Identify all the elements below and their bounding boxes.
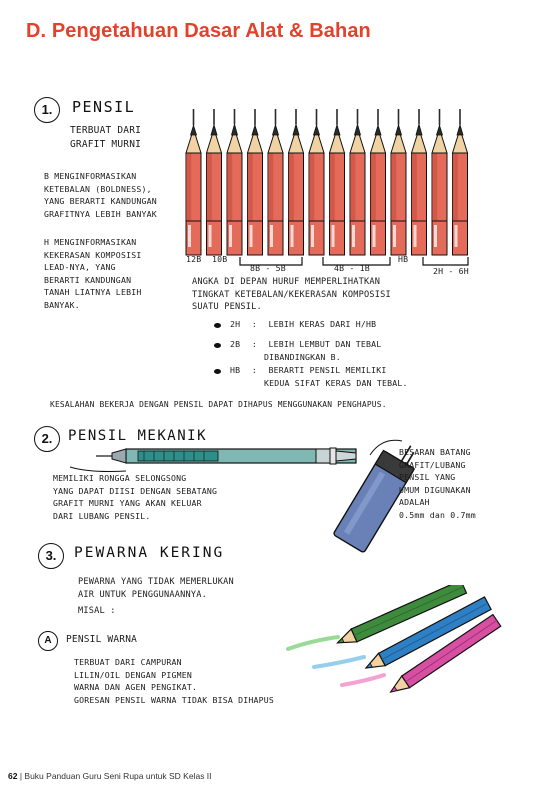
grade-label-2h-6h: 2H - 6H: [433, 266, 469, 276]
desc-line: GORESAN PENSIL WARNA TIDAK BISA DIHAPUS: [74, 694, 275, 705]
graded-pencil: [268, 109, 283, 255]
bracket-2h-6h: [423, 257, 468, 265]
green-stroke: [288, 637, 338, 649]
note-line: BERARTI KANDUNGAN: [44, 274, 132, 285]
size-line: GRAFIT/LUBANG: [399, 459, 466, 470]
section-1-subtitle: [70, 124, 141, 152]
graded-pencil: [227, 109, 242, 255]
graded-pencil: [432, 109, 447, 255]
graded-pencil: [371, 109, 386, 255]
desc-line: AIR UNTUK PENGGUNAANNYA.: [78, 589, 207, 600]
graded-pencil: [330, 109, 345, 255]
subtitle-line: GRAFIT MURNI: [70, 139, 142, 150]
colored-pencil-description: [74, 656, 274, 706]
explain-line: TINGKAT KETEBALAN/KEKERASAN KOMPOSISI: [192, 289, 391, 300]
graded-pencil: [453, 109, 468, 255]
section-2-number-text: 2.: [41, 431, 53, 446]
subsection-a-heading: PENSIL WARNA: [66, 634, 138, 645]
note-line: GRAFITNYA LEBIH BANYAK: [44, 208, 157, 219]
subtitle-line: TERBUAT DARI: [70, 125, 142, 136]
bullet-2h: 2H : LEBIH KERAS DARI H/HB: [230, 319, 377, 329]
desc-line: TERBUAT DARI CAMPURAN: [74, 657, 182, 667]
graded-pencil: [309, 109, 324, 255]
graded-pencil: [186, 109, 201, 255]
bullet-key: 2H: [230, 319, 241, 329]
note-line: H MENGINFORMASIKAN: [44, 237, 137, 247]
bullet-key: 2B: [230, 339, 241, 349]
page-number: 62: [8, 771, 18, 781]
grade-label-hb: HB: [398, 254, 409, 264]
grade-number-explanation: [192, 276, 391, 314]
note-line: TANAH LIATNYA LEBIH: [44, 287, 142, 297]
bullet-dot: [214, 343, 221, 348]
size-line: 0.5mm dan 0.7mm: [399, 509, 476, 520]
desc-line: WARNA DAN AGEN PENGIKAT.: [74, 682, 198, 692]
colored-pencils-illustration: [280, 585, 520, 705]
desc-line: GRAFIT MURNI YANG AKAN KELUAR: [53, 498, 202, 508]
bullet-dot: [214, 369, 221, 374]
bullet-text: DIBANDINGKAN B.: [264, 351, 341, 362]
bullet-text: LEBIH LEMBUT DAN TEBAL: [268, 339, 382, 349]
section-2-heading: PENSIL MEKANIK: [68, 428, 208, 444]
desc-line: YANG DAPAT DIISI DENGAN SEBATANG: [53, 485, 218, 496]
subsection-a-letter: [38, 631, 58, 651]
subsection-a-letter-text: A: [44, 635, 52, 646]
section-3-heading: PEWARNA KERING: [74, 545, 225, 561]
section-1-number-text: 1.: [41, 102, 53, 117]
pink-stroke: [342, 675, 384, 685]
grade-label-4b-1b: 4B - 1B: [334, 263, 370, 273]
note-line: LEAD-NYA, YANG: [44, 262, 116, 272]
h-grade-note: [44, 236, 141, 311]
desc-line: PEWARNA YANG TIDAK MEMERLUKAN: [78, 577, 234, 587]
graded-pencil: [248, 109, 263, 255]
blue-stroke: [314, 657, 364, 667]
eraser-note: KESALAHAN BEKERJA DENGAN PENSIL DAPAT DIHAPUS MENGGUNAKAN PENGHAPUS.: [50, 400, 387, 409]
graded-pencil: [207, 109, 222, 255]
page-footer: [8, 771, 212, 781]
bullet-hb: HB : BERARTI PENSIL MEMILIKI KEDUA SIFAT KERAS DAN TEBAL.: [230, 365, 408, 388]
bullet-text: KEDUA SIFAT KERAS DAN TEBAL.: [264, 377, 408, 388]
section-1-number: [34, 97, 60, 123]
graded-pencil: [412, 109, 427, 255]
size-line: UMUM DIGUNAKAN: [399, 484, 471, 495]
grade-label-10b: 10B: [212, 254, 228, 264]
bullet-text: LEBIH KERAS DARI H/HB: [268, 319, 377, 329]
size-line: ADALAH: [399, 497, 430, 507]
footer-book-title: | Buku Panduan Guru Seni Rupa untuk SD Kelas II: [19, 771, 212, 781]
mechanical-pencil: [96, 448, 356, 464]
size-line: PENSIL YANG: [399, 472, 456, 482]
mechanical-pencil-description: [53, 472, 217, 522]
section-1-heading: PENSIL: [72, 98, 136, 116]
bullet-key: HB: [230, 365, 241, 375]
explain-line: SUATU PENSIL.: [192, 302, 262, 312]
grade-label-8b-5b: 8B - 5B: [250, 263, 286, 273]
explain-line: ANGKA DI DEPAN HURUF MEMPERLIHATKAN: [192, 277, 381, 287]
bullet-dot: [214, 323, 221, 328]
grade-label-12b: 12B: [186, 254, 202, 264]
note-line: KEKERASAN KOMPOSISI: [44, 249, 142, 260]
note-line: YANG BERARTI KANDUNGAN: [44, 196, 157, 206]
page-title: D. Pengetahuan Dasar Alat & Bahan: [26, 20, 371, 42]
graded-pencil: [289, 109, 304, 255]
lead-size-note: [399, 446, 476, 521]
b-grade-note: [44, 170, 157, 220]
desc-line: LILIN/OIL DENGAN PIGMEN: [74, 669, 192, 680]
section-3-number: [38, 543, 64, 569]
note-line: KETEBALAN (BOLDNESS),: [44, 183, 152, 194]
bullet-2b: 2B : LEBIH LEMBUT DAN TEBAL DIBANDINGKAN B.: [230, 339, 382, 362]
section-3-number-text: 3.: [45, 548, 57, 563]
bullet-text: BERARTI PENSIL MEMILIKI: [268, 365, 387, 375]
section-3-description: [78, 576, 234, 618]
desc-line: DARI LUBANG PENSIL.: [53, 510, 151, 521]
note-line: BANYAK.: [44, 299, 80, 310]
note-line: B MENGINFORMASIKAN: [44, 171, 137, 181]
size-line: BESARAN BATANG: [399, 447, 471, 457]
graded-pencil: [350, 109, 365, 255]
graded-pencil: [391, 109, 406, 255]
desc-line: MEMILIKI RONGGA SELONGSONG: [53, 473, 187, 483]
misal-label: MISAL :: [78, 606, 116, 616]
